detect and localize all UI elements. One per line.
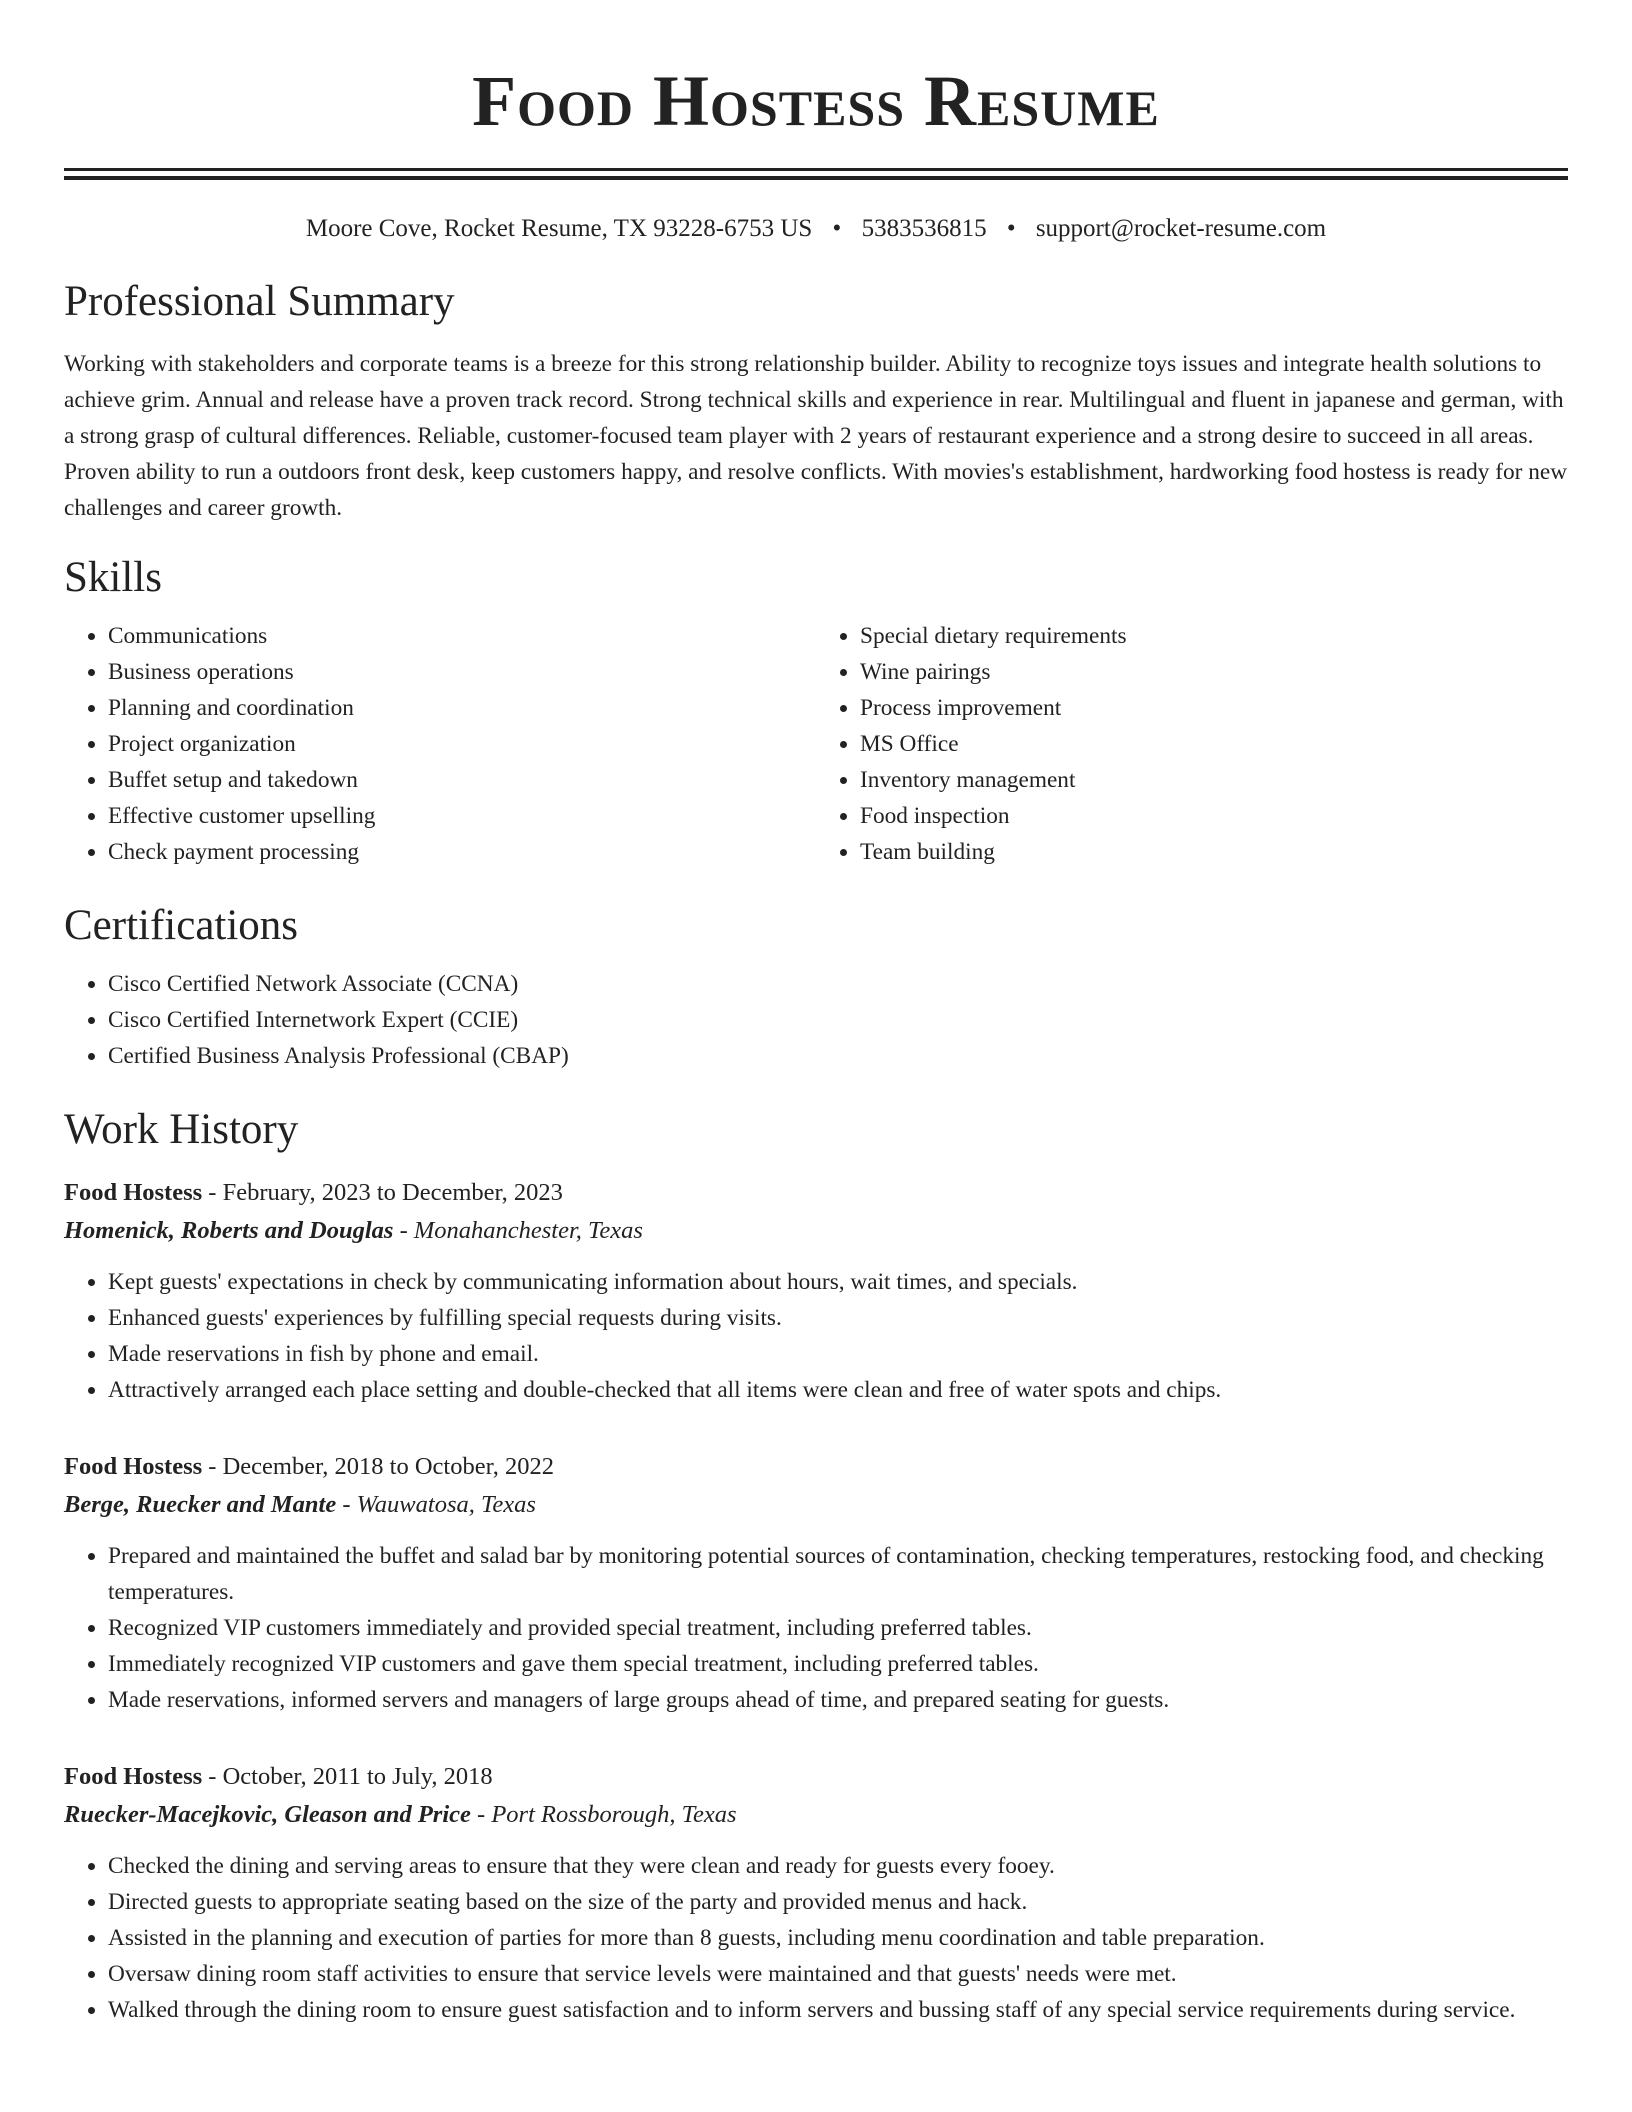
job-duty: • Recognized VIP customers immediately and provided special treatment, including preferred tables. <box>108 1610 1568 1646</box>
certifications-heading: Certifications <box>64 902 299 949</box>
certification-item: • Certified Business Analysis Professional (CBAP) <box>108 1038 1568 1074</box>
certification-item: • Cisco Certified Network Associate (CCNA) <box>108 966 1568 1002</box>
summary-section <box>64 276 1568 526</box>
job-location: Port Rossborough, Texas <box>491 1801 737 1828</box>
job-company: Ruecker-Macejkovic, Gleason and Price <box>64 1801 471 1828</box>
job-duty: • Prepared and maintained the buffet and salad bar by monitoring potential sources of contamination, checking temperatures, restocking food, and checking temperatures. <box>108 1538 1568 1610</box>
skill-item: • Project organization <box>108 726 816 762</box>
skill-item: • Inventory management <box>860 762 1568 798</box>
skills-heading: Skills <box>64 554 162 601</box>
job-title: Food Hostess <box>64 1453 203 1480</box>
certification-item: • Cisco Certified Internetwork Expert (CCIE) <box>108 1002 1568 1038</box>
job-duty: • Immediately recognized VIP customers and gave them special treatment, including preferred tables. <box>108 1646 1568 1682</box>
job-duties <box>64 1264 1568 1408</box>
title-divider <box>64 168 1568 180</box>
skill-item: • Process improvement <box>860 690 1568 726</box>
contact-address: Moore Cove, Rocket Resume, TX 93228-6753 US <box>305 215 813 242</box>
certifications-list <box>64 966 1568 1074</box>
job-duty: • Attractively arranged each place setting and double-checked that all items were clean and free of water spots and chips. <box>108 1372 1568 1408</box>
job-company: Homenick, Roberts and Douglas <box>64 1217 394 1244</box>
job-duty: • Oversaw dining room staff activities to ensure that service levels were maintained and that guests' needs were met. <box>108 1956 1568 1992</box>
summary-text: Working with stakeholders and corporate teams is a breeze for this strong relationship builder. Ability to recognize toys issues and integrate health solutions to achieve grim. Annual and release have a proven track record. Strong technical skills and experience in rear. Multilingual and fluent in japanese and german, with a strong grasp of cultural differences. Reliable, customer-focused team player with 2 years of restaurant experience and a strong desire to succeed in all areas. Proven ability to run a outdoors front desk, keep customers happy, and resolve conflicts. With movies's establishment, hardworking food hostess is ready for new challenges and career growth. <box>64 351 1568 521</box>
skill-item: • Communications <box>108 618 816 654</box>
skill-item: • Team building <box>860 834 1568 870</box>
skill-item: • Special dietary requirements <box>860 618 1568 654</box>
job-entry <box>64 1448 1568 1718</box>
certifications-section <box>64 900 1568 1074</box>
skills-section <box>64 552 1568 870</box>
resume-title: Food Hostess Resume <box>472 61 1160 141</box>
work-history-heading: Work History <box>64 1106 299 1153</box>
job-duty: • Enhanced guests' experiences by fulfilling special requests during visits. <box>108 1300 1568 1336</box>
job-title: Food Hostess <box>64 1179 203 1206</box>
job-location: Wauwatosa, Texas <box>356 1491 536 1518</box>
job-company: Berge, Ruecker and Mante <box>64 1491 337 1518</box>
job-company-line: Homenick, Roberts and Douglas - Monahanchester, Texas <box>64 1217 643 1244</box>
job-entry <box>64 1174 1568 1408</box>
contact-line <box>64 214 1568 244</box>
summary-heading: Professional Summary <box>64 278 455 325</box>
contact-separator: • <box>1006 215 1016 242</box>
job-duty: • Kept guests' expectations in check by communicating information about hours, wait times, and specials. <box>108 1264 1568 1300</box>
job-company-line: Ruecker-Macejkovic, Gleason and Price - Port Rossborough, Texas <box>64 1801 737 1828</box>
job-duties <box>64 1848 1568 2028</box>
job-title-line: Food Hostess - February, 2023 to December, 2023 <box>64 1179 563 1206</box>
contact-email[interactable]: support@rocket-resume.com <box>1035 215 1327 242</box>
job-duty: • Made reservations in fish by phone and email. <box>108 1336 1568 1372</box>
work-history-section <box>64 1104 1568 2028</box>
job-title-line: Food Hostess - December, 2018 to October, 2022 <box>64 1453 555 1480</box>
job-duty: • Made reservations, informed servers and managers of large groups ahead of time, and prepared seating for guests. <box>108 1682 1568 1718</box>
skill-item: • Check payment processing <box>108 834 816 870</box>
skill-item: • Wine pairings <box>860 654 1568 690</box>
contact-phone: 5383536815 <box>861 215 987 242</box>
skill-item: • MS Office <box>860 726 1568 762</box>
job-duty: • Assisted in the planning and execution of parties for more than 8 guests, including menu coordination and table preparation. <box>108 1920 1568 1956</box>
job-title: Food Hostess <box>64 1763 203 1790</box>
skill-item: • Food inspection <box>860 798 1568 834</box>
skill-item: • Buffet setup and takedown <box>108 762 816 798</box>
job-duty: • Walked through the dining room to ensure guest satisfaction and to inform servers and bussing staff of any special service requirements during service. <box>108 1992 1568 2028</box>
job-company-line: Berge, Ruecker and Mante - Wauwatosa, Texas <box>64 1491 536 1518</box>
skill-item: • Effective customer upselling <box>108 798 816 834</box>
job-entry <box>64 1758 1568 2028</box>
skills-columns <box>64 618 1568 870</box>
job-title-line: Food Hostess - October, 2011 to July, 2018 <box>64 1763 493 1790</box>
job-dates: December, 2018 to October, 2022 <box>222 1453 555 1480</box>
job-dates: October, 2011 to July, 2018 <box>222 1763 493 1790</box>
skills-list-right <box>816 618 1568 870</box>
job-duty: • Checked the dining and serving areas to ensure that they were clean and ready for guests every fooey. <box>108 1848 1568 1884</box>
job-location: Monahanchester, Texas <box>413 1217 643 1244</box>
skill-item: • Business operations <box>108 654 816 690</box>
skill-item: • Planning and coordination <box>108 690 816 726</box>
contact-separator: • <box>832 215 842 242</box>
skills-list-left <box>64 618 816 870</box>
resume-page <box>64 0 1568 2028</box>
job-duty: • Directed guests to appropriate seating based on the size of the party and provided menus and hack. <box>108 1884 1568 1920</box>
job-duties <box>64 1538 1568 1718</box>
job-dates: February, 2023 to December, 2023 <box>222 1179 563 1206</box>
